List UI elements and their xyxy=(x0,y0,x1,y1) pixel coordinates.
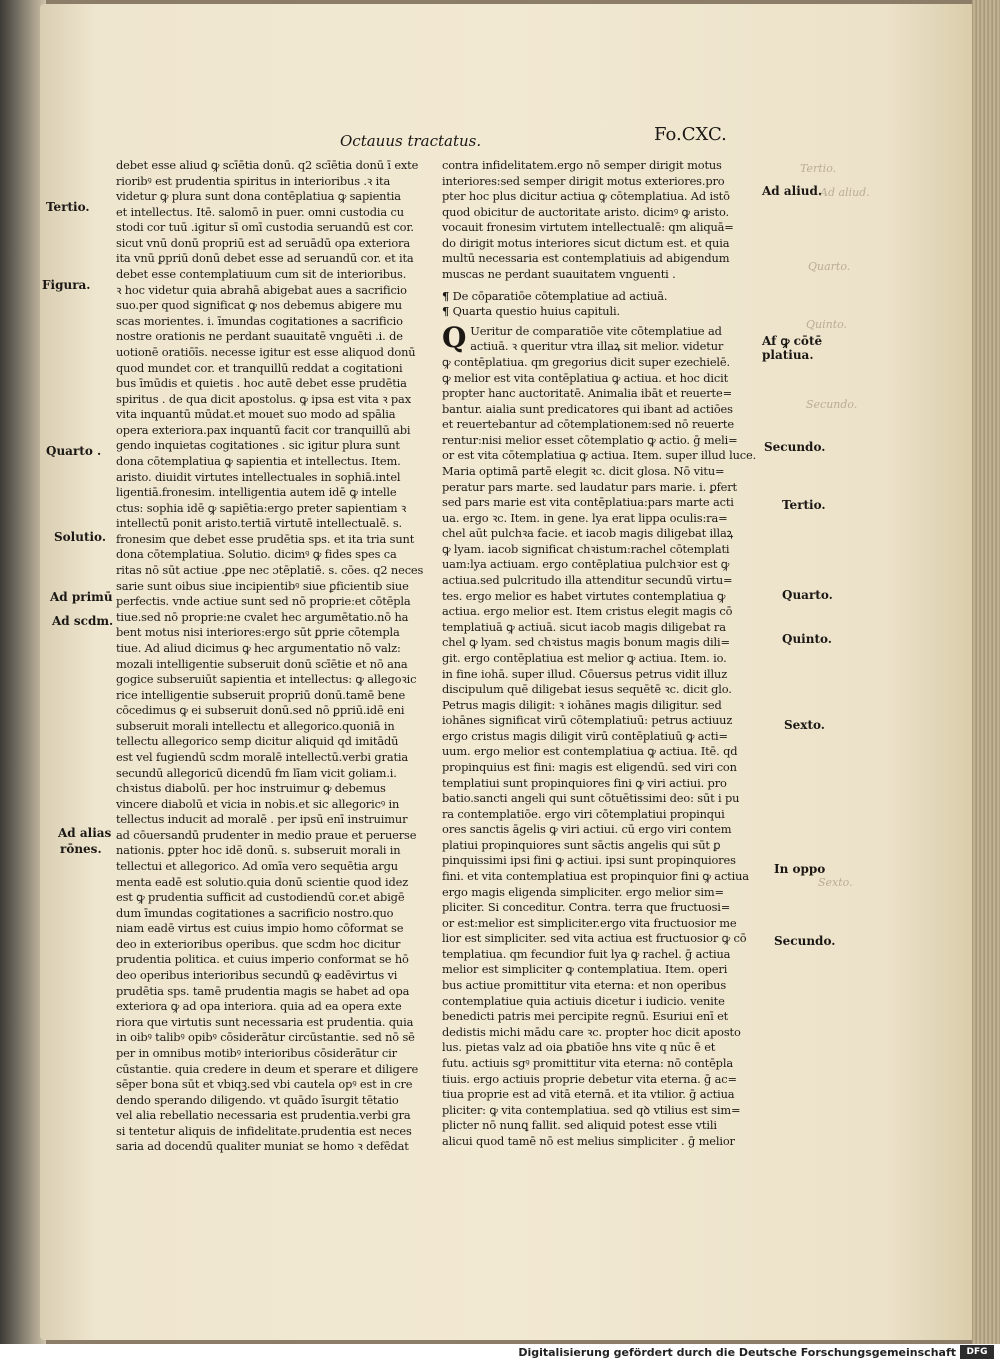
text-line: ores sanctis āgelis ꝙ viri actiui. cū ergo viri contem xyxy=(442,822,732,837)
margin-note: Ad primū xyxy=(50,590,113,604)
text-line: gendo inquietas cogitationes . sic igitur plura sunt xyxy=(116,438,400,453)
text-line: fronesim que debet esse prudētia sps. et ita tria sunt xyxy=(116,531,415,546)
text-line: prudētia sps. tamē prudentia magis se habet ad opa xyxy=(116,983,410,998)
text-line: actiua.sed pulcritudo illa attenditur secundū virtu= xyxy=(442,573,733,588)
drop-cap-q: Q xyxy=(442,320,467,354)
text-line: riora que virtutis sunt necessaria est prudentia. quia xyxy=(116,1014,414,1029)
text-line: Petrus magis diligit: ꝛ iohānes magis diligitur. sed xyxy=(442,697,722,712)
text-line: pliciter: ꝙ vita contemplatiua. sed qꝺ vtilius est sim= xyxy=(442,1102,741,1117)
text-line: gogice subseruiūt sapientia et intellectus: ꝙ allegoꝛic xyxy=(116,672,417,687)
text-line: alicui quod tamē nō est melius simpliciter . ḡ melior xyxy=(442,1133,735,1148)
text-line: tiue.sed nō proprie:ne cvalet hec argumētatio.nō ha xyxy=(116,609,409,624)
text-line: Maria optimā partē elegit ꝛc. dicit glosa. Nō vitu= xyxy=(442,463,725,478)
text-line: uotionē oratiōīs. necesse igitur est esse aliquod donū xyxy=(116,344,416,359)
text-line: peratur pars marte. sed laudatur pars marie. i. ꝑfert xyxy=(442,479,737,494)
text-line: scas morientes. i. īmundas cogitationes a sacrificio xyxy=(116,313,403,328)
text-line: vincere diabolū et vicia in nobis.et sic allegoricꝰ in xyxy=(116,796,400,811)
right-text-column xyxy=(442,158,768,1149)
text-line: ꝙ melior est vita contēplatiua ꝙ actiua. et hoc dicit xyxy=(442,370,729,385)
text-line: pliciter. Si conceditur. Contra. terra que fructuosi= xyxy=(442,900,731,915)
text-line: ita vnū ꝑpriū donū debet esse ad seruandū cor. et ita xyxy=(116,251,414,266)
text-line: ua. ergo ꝛc. Item. in gene. lya erat lippa oculis:ra= xyxy=(442,510,728,525)
section-heading-line: Quarta questio huius capituli. xyxy=(452,304,620,319)
folio-number: Fo.CXC. xyxy=(654,124,727,145)
running-head: Octauus tractatus. xyxy=(340,132,482,150)
text-line: bent motus nisi interiores:ergo sūt ꝑprie cōtempla xyxy=(116,625,400,640)
text-line: benedicti patris mei percipite regnū. Esuriui enī et xyxy=(442,1009,729,1024)
section-heading xyxy=(442,289,768,320)
text-line: saria ad docendū qualiter muniat se homo ꝛ defēdat xyxy=(116,1139,409,1154)
text-line: ra contemplatiōe. ergo viri cōtemplatiui propinqui xyxy=(442,806,725,821)
text-line: ꝙ lyam. iacob significat chꝛistum:rachel cōtemplati xyxy=(442,541,730,556)
text-line: tellectu allegorico semp dicitur aliquid qd imitādū xyxy=(116,734,399,749)
text-line: vel alia rebellatio necessaria est prudentia.verbi gra xyxy=(116,1108,411,1123)
text-line: pinquissimi ipsi fini ꝙ actiui. ipsi sunt propinquiores xyxy=(442,853,736,868)
text-line: dum īmundas cogitationes a sacrificio nostro.quo xyxy=(116,905,394,920)
text-line: fini. et vita contemplatiua est propinquior fini ꝙ actiua xyxy=(442,869,749,884)
text-line: propinquius est fini: magis est eligendū. sed viri con xyxy=(442,759,737,774)
text-line: ergo magis eligenda simpliciter. ergo melior sim= xyxy=(442,884,724,899)
text-line: or est:melior est simpliciter.ergo vita fructuosior me xyxy=(442,915,737,930)
text-line: secundū allegoricū dicendū fm līam vicit goliam.i. xyxy=(116,765,397,780)
text-line: futu. actiuis sgꝰ promittitur vita eterna: nō contēpla xyxy=(442,1055,733,1070)
text-line: ergo cristus magis diligit virū contēplatiuū ꝙ acti= xyxy=(442,728,728,743)
section-heading-line: De cōparatiōe cōtemplatiue ad actiuā. xyxy=(452,288,668,303)
text-line: actiuā. ꝛ queritur vtra illaꝝ sit melior. videtur xyxy=(470,339,724,354)
text-line: do dirigit motus interiores sicut dictum est. et quia xyxy=(442,235,730,250)
text-line: est vel fugiendū scdm moralē intellectū.verbi gratia xyxy=(116,749,409,764)
text-line: discipulum quē diligebat iesus sequētē ꝛc. dicit glo. xyxy=(442,682,732,697)
text-line: aristo. diuidit virtutes intellectuales in sophiā.intel xyxy=(116,469,401,484)
margin-note: Ad alias xyxy=(58,826,112,840)
text-line: perfectis. vnde actiue sunt sed nō proprie:et cōtēpla xyxy=(116,594,411,609)
text-line: spiritus . de qua dicit apostolus. ꝙ ipsa est vita ꝛ pax xyxy=(116,391,411,406)
margin-note: Secundo. xyxy=(764,440,826,454)
text-line: dendo sperando diligendo. vt quādo īsurgit tētatio xyxy=(116,1092,399,1107)
text-line: ctus: sophia idē ꝙ sapiētia:ergo preter sapientiam ꝛ xyxy=(116,500,407,515)
margin-note: Ad aliud. xyxy=(762,184,823,198)
text-line: videtur ꝙ plura sunt dona contēplatiua ꝙ sapientia xyxy=(116,189,401,204)
margin-note: Secundo. xyxy=(774,934,836,948)
text-line: stodi cor tuū .igitur sī omī custodia seruandū est cor. xyxy=(116,220,414,235)
text-line: sēper bona sūt et vbiqꝫ.sed vbi cautela opꝰ est in cre xyxy=(116,1077,413,1092)
text-line: in oibꝰ talibꝰ opibꝰ cōsiderātur circūstantie. sed nō sē xyxy=(116,1030,415,1045)
text-line: ritas nō sūt actiue .ꝑpe nec ɔtēplatiē. s. cōes. q2 neces xyxy=(116,563,424,578)
margin-note: Solutio. xyxy=(54,530,107,544)
text-line: tiue. Ad aliud dicimus ꝙ hec argumentatio nō valz: xyxy=(116,640,401,655)
text-line: rentur:nisi melior esset cōtemplatio ꝙ actio. ḡ meli= xyxy=(442,432,738,447)
text-line: debet esse contemplatiuum cum sit de interioribus. xyxy=(116,267,407,282)
text-line: ligentiā.fronesim. intelligentia autem idē ꝙ intelle xyxy=(116,485,397,500)
text-line: mozali intelligentie subseruit donū scīētie et nō ana xyxy=(116,656,408,671)
bleed-through-text: Tertio. xyxy=(800,162,837,175)
text-line: uum. ergo melior est contemplatiua ꝙ actiua. Itē. qd xyxy=(442,744,738,759)
text-line: sed pars marie est vita contēplatiua:pars marte acti xyxy=(442,495,734,510)
left-text-column xyxy=(116,158,436,1155)
text-line: exteriora ꝙ ad opa interiora. quia ad ea opera exte xyxy=(116,999,402,1014)
text-line: melior est simpliciter ꝙ contemplatiua. Item. operi xyxy=(442,962,728,977)
margin-note: Tertio. xyxy=(782,498,826,512)
text-line: platiui propinquiores sunt sāctis angelis qui sūt ꝑ xyxy=(442,837,721,852)
text-line: rice intelligentie subseruit propriū donū.tamē bene xyxy=(116,687,406,702)
margin-note: Quinto. xyxy=(782,632,832,646)
margin-note: Tertio. xyxy=(46,200,90,214)
text-line: vocauit fronesim virtutem intellectualē: qm aliquā= xyxy=(442,220,734,235)
text-line: rioribꝰ est prudentia spiritus in interioribus .ꝛ ita xyxy=(116,173,391,188)
text-line: plicter nō nunꝗ fallit. sed aliquid potest esse vtili xyxy=(442,1118,717,1133)
text-line: chel aūt pulchꝛa facie. et iacob magis diligebat illaꝝ xyxy=(442,526,734,541)
text-line: quod mundet cor. et tranquillū reddat a cogitationi xyxy=(116,360,403,375)
bleed-through-text: Quinto. xyxy=(806,318,848,331)
text-line: deo in exterioribus operibus. que scdm hoc dicitur xyxy=(116,936,401,951)
text-line: per in omnibus motibꝰ interioribus cōsiderātur cir xyxy=(116,1045,397,1060)
text-line: chꝛistus diabolū. per hoc instruimur ꝙ debemus xyxy=(116,781,386,796)
text-line: et reuertebantur ad cōtemplationem:sed nō reuerte xyxy=(442,417,734,432)
bleed-through-text: Secundo. xyxy=(806,398,858,411)
text-line: chel ꝙ lyam. sed chꝛistus magis bonum magis dili= xyxy=(442,635,730,650)
text-line: est ꝙ prudentia sufficit ad custodiendū cor.et abigē xyxy=(116,890,405,905)
margin-note: Quarto. xyxy=(782,588,833,602)
margin-note: Quarto . xyxy=(46,444,102,458)
text-line: tellectus inducit ad moralē . per ipsū enī instruimur xyxy=(116,812,408,827)
text-line: bantur. aialia sunt predicatores qui ibant ad actiōes xyxy=(442,401,733,416)
text-line: batio.sancti angeli qui sunt cōtuētissimi deo: sūt i pu xyxy=(442,791,740,806)
text-line: nostre orationis ne perdant suauitatē vnguēti .i. de xyxy=(116,329,403,344)
text-line: muscas ne perdant suauitatem vnguenti . xyxy=(442,267,676,282)
margin-note: Figura. xyxy=(42,278,91,292)
text-line: ꝙ contēplatiua. qm gregorius dicit super ezechielē. xyxy=(442,354,730,369)
text-line: contra infidelitatem.ergo nō semper dirigit motus xyxy=(442,158,722,172)
text-line: tellectui et allegorico. Ad omīa vero sequētia argu xyxy=(116,859,398,874)
text-line: dedistis michi mādu care ꝛc. propter hoc dicit aposto xyxy=(442,1024,741,1039)
text-line: interiores:sed semper dirigit motus exteriores.pro xyxy=(442,173,725,188)
text-line: cōcedimus ꝙ ei subseruit donū.sed nō ꝑpriū.idē eni xyxy=(116,703,405,718)
text-line: niam eadē virtus est cuius impio homo cōformat se xyxy=(116,921,404,936)
text-line: si tentetur aliquis de infidelitate.prudentia est neces xyxy=(116,1123,412,1138)
text-line: ꝛ hoc videtur quia abrahā abigebat aues a sacrificio xyxy=(116,282,407,297)
text-line: dona cōtemplatiua. Solutio. dicimꝰ ꝙ fides spes ca xyxy=(116,547,397,562)
text-line: contemplatiue quia actiuis dicetur i iudicio. venite xyxy=(442,993,725,1008)
bleed-through-text: Ad aliud. xyxy=(820,186,870,199)
margin-note: Af ꝙ cōtē xyxy=(762,334,823,348)
text-line: et intellectus. Itē. salomō in puer. omni custodia cu xyxy=(116,204,404,219)
text-line: dona cōtemplatiua ꝙ sapientia et intellectus. Item. xyxy=(116,453,401,468)
text-line: templatiui sunt propinquiores fini ꝙ viri actiui. pro xyxy=(442,775,727,790)
text-line: opera exteriora.pax inquantū facit cor tranquillū abi xyxy=(116,422,411,437)
dfg-logo: DFG xyxy=(960,1345,994,1359)
text-line: suo.per quod significat ꝙ nos debemus abigere mu xyxy=(116,298,402,313)
text-line: bus īmūdis et quietis . hoc autē debet esse prudētia xyxy=(116,376,407,391)
text-line: deo operibus interioribus secundū ꝙ eadēvirtus vi xyxy=(116,968,398,983)
margin-note: In oppo xyxy=(774,862,826,876)
text-line: uam:lya actiuam. ergo contēplatiua pulchꝛior est ꝙ xyxy=(442,557,730,572)
text-line: lus. pietas valz ad oia ꝑbatiōe hns vite q nūc ē et xyxy=(442,1040,716,1055)
text-line: sicut vnū donū propriū est ad seruādū opa exteriora xyxy=(116,235,410,250)
text-line: Ueritur de comparatiōe vite cōtemplatiue ad xyxy=(470,323,722,338)
text-line: vita inquantū mūdat.et mouet suo modo ad spālia xyxy=(116,407,396,422)
text-line: tiua proprie est ad vitā eternā. et ita vtilior. ḡ actiua xyxy=(442,1087,735,1102)
text-line: pter hoc plus dicitur actiua ꝙ cōtemplatiua. Ad istō xyxy=(442,189,730,204)
text-line: bus actiue promittitur vita eterna: et non operibus xyxy=(442,978,727,993)
text-line: or est vita cōtemplatiua ꝙ actiua. Item. super illud luce. xyxy=(442,448,757,463)
text-line: templatiuā ꝙ actiuā. sicut iacob magis diligebat ra xyxy=(442,619,726,634)
text-line: debet esse aliud ꝙ scīētia donū. q2 scīētia donū ī exte xyxy=(116,158,419,172)
text-line: git. ergo contēplatiua est melior ꝙ actiua. Item. io. xyxy=(442,650,727,665)
text-line: templatiua. qm fecundior fuit lya ꝙ rachel. ḡ actiua xyxy=(442,946,731,961)
text-line: ad cōuersandū prudenter in medio praue et peruerse xyxy=(116,827,417,842)
text-line: sarie sunt oibus siue incipientibꝰ siue ꝑficientib siue xyxy=(116,578,409,593)
text-line: cūstantie. quia credere in deum et sperare et diligere xyxy=(116,1061,419,1076)
text-line: actiua. ergo melior est. Item cristus elegit magis cō xyxy=(442,604,733,619)
margin-note: platiua. xyxy=(762,348,814,362)
digitization-credit: Digitalisierung gefördert durch die Deutsche Forschungsgemeinschaft xyxy=(518,1346,956,1359)
text-line: propter hanc auctoritatē. Animalia ibāt et reuerte= xyxy=(442,386,732,401)
text-line: in fine iohā. super illud. Cōuersus petrus vidit illuz xyxy=(442,666,728,681)
text-line: prudentia politica. et cuius imperio conformat se hō xyxy=(116,952,409,967)
bleed-through-text: Quarto. xyxy=(808,260,851,273)
text-line: nationis. ꝑpter hoc idē donū. s. subseruit morali in xyxy=(116,843,401,858)
page-edges xyxy=(972,0,1000,1344)
text-line: tiuis. ergo actiuis proprie debetur vita eterna. ḡ ac= xyxy=(442,1071,737,1086)
text-line: subseruit morali intellectu et allegorico.quoniā in xyxy=(116,718,395,733)
text-line: lior est simpliciter. sed vita actiua est fructuosior ꝙ cō xyxy=(442,931,747,946)
pilcrow-mark: ¶ xyxy=(442,304,450,319)
text-line: menta eadē est solutio.quia donū scientie quod idez xyxy=(116,874,409,889)
text-line: multū necessaria est contemplatiuis ad abigendum xyxy=(442,251,730,266)
text-line: intellectū ponit aristo.tertiā virtutē intellectualē. s. xyxy=(116,516,403,531)
margin-note: rōnes. xyxy=(60,842,102,856)
text-line: quod obicitur de auctoritate aristo. dicimꝰ ꝙ aristo. xyxy=(442,204,729,219)
bleed-through-text: Sexto. xyxy=(818,876,853,889)
text-line: tes. ergo melior es habet virtutes contemplatiua ꝙ xyxy=(442,588,726,603)
margin-note: Ad scdm. xyxy=(52,614,114,628)
text-line: iohānes significat virū cōtemplatiuū: petrus actiuuz xyxy=(442,713,733,728)
pilcrow-mark: ¶ xyxy=(442,288,450,303)
margin-note: Sexto. xyxy=(784,718,825,732)
